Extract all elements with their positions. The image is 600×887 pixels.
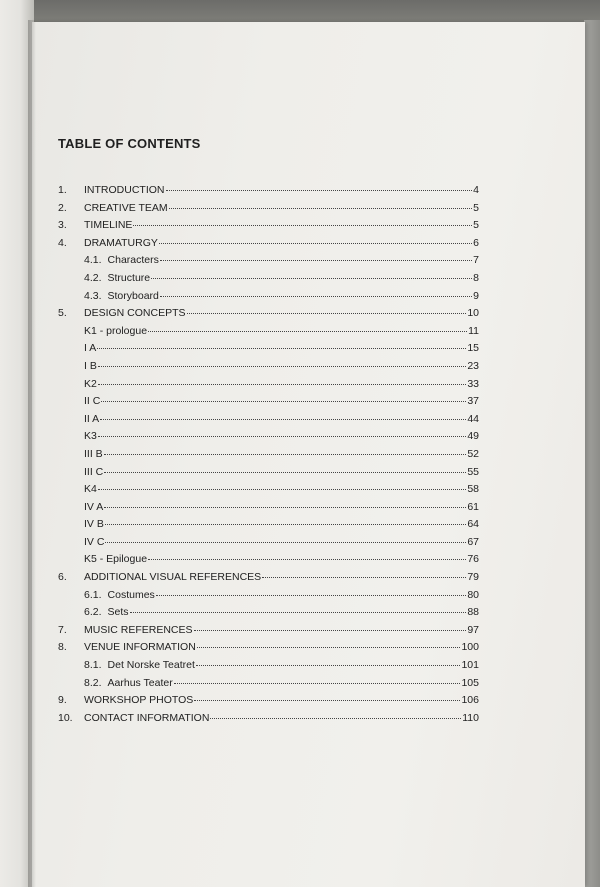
- toc-entry-page-number: 61: [467, 500, 479, 513]
- toc-entry-page-number: 79: [467, 571, 479, 584]
- toc-entry-page-number: 110: [462, 711, 479, 724]
- toc-entry-label: VENUE INFORMATION: [84, 641, 196, 654]
- toc-dot-leader: [174, 671, 461, 684]
- toc-entry-page-number: 23: [467, 359, 479, 372]
- toc-dot-leader: [194, 688, 460, 701]
- toc-entry-number: 3.: [58, 219, 67, 232]
- toc-dot-leader: [151, 266, 472, 279]
- toc-dot-leader: [166, 178, 473, 191]
- toc-entry-number: 10.: [58, 711, 73, 724]
- toc-entry-page-number: 11: [468, 324, 479, 337]
- toc-dot-leader: [100, 407, 466, 420]
- toc-entry-label: Structure: [107, 271, 151, 284]
- toc-subentry-number: 4.1.: [84, 254, 102, 267]
- toc-entry-label: Aarhus Teater: [107, 676, 173, 689]
- toc-dot-leader: [148, 547, 466, 560]
- toc-entry-label: I B: [84, 359, 97, 372]
- toc-entry-page-number: 58: [467, 483, 479, 496]
- toc-list: [58, 180, 479, 725]
- toc-entry-number: 2.: [58, 201, 67, 214]
- toc-entry-label: DRAMATURGY: [84, 236, 158, 249]
- toc-entry-page-number: 80: [467, 588, 479, 601]
- toc-entry-label: IV C: [84, 535, 105, 548]
- toc-subentry-number: 4.2.: [84, 271, 102, 284]
- page-gutter-shadow: [28, 20, 36, 887]
- toc-entry-label: I A: [84, 342, 97, 355]
- toc-dot-leader: [98, 354, 466, 367]
- toc-entry-label: III C: [84, 465, 104, 478]
- toc-subentry-number: 8.2.: [84, 676, 102, 689]
- toc-entry-number: 1.: [58, 184, 67, 196]
- toc-entry-number: 4.: [58, 236, 67, 249]
- toc-dot-leader: [104, 442, 467, 455]
- toc-dot-leader: [105, 530, 466, 543]
- toc-dot-leader: [262, 565, 466, 578]
- background-surface-right: [584, 20, 600, 887]
- toc-entry-label: CONTACT INFORMATION: [84, 711, 210, 724]
- toc-entry-page-number: 88: [467, 606, 479, 619]
- toc-entry-label: WORKSHOP PHOTOS: [84, 694, 194, 707]
- toc-entry-label: Costumes: [107, 588, 155, 601]
- toc-dot-leader: [194, 618, 467, 631]
- toc-entry-label: K1 - prologue: [84, 324, 148, 337]
- toc-entry-number: 7.: [58, 623, 67, 636]
- toc-entry-label: CREATIVE TEAM: [84, 201, 168, 214]
- toc-title: TABLE OF CONTENTS: [58, 136, 201, 151]
- toc-dot-leader: [197, 635, 461, 648]
- toc-subentry-number: 8.1.: [84, 659, 102, 672]
- toc-entry-page-number: 44: [467, 412, 479, 425]
- toc-entry-page-number: 8: [473, 271, 479, 284]
- toc-entry-page-number: 55: [467, 465, 479, 478]
- toc-dot-leader: [169, 196, 473, 209]
- toc-entry-number: 6.: [58, 571, 67, 584]
- toc-entry-label: Characters: [107, 254, 159, 267]
- toc-dot-leader: [148, 319, 467, 332]
- toc-entry-label: Storyboard: [107, 289, 159, 302]
- toc-entry-page-number: 106: [461, 694, 479, 707]
- toc-entry-label: MUSIC REFERENCES: [84, 623, 193, 636]
- toc-entry-label: II C: [84, 395, 101, 408]
- toc-dot-leader: [97, 336, 466, 349]
- toc-entry-label: IV A: [84, 500, 104, 513]
- toc-subentry-number: 4.3.: [84, 289, 102, 302]
- toc-entry-page-number: 67: [467, 535, 479, 548]
- toc-entry-page-number: 6: [473, 236, 479, 249]
- toc-dot-leader: [210, 706, 461, 719]
- toc-entry-page-number: 37: [467, 395, 479, 408]
- toc-entry-label: K5 - Epilogue: [84, 553, 148, 566]
- toc-entry-page-number: 64: [467, 518, 479, 531]
- toc-entry-number: 8.: [58, 641, 67, 654]
- toc-subentry-number: 6.1.: [84, 588, 102, 601]
- toc-entry[interactable]: [58, 708, 479, 726]
- toc-entry-label: III B: [84, 447, 103, 460]
- toc-entry-page-number: 4: [473, 184, 479, 196]
- toc-entry-page-number: 49: [467, 430, 479, 443]
- toc-entry-page-number: 105: [461, 676, 479, 689]
- toc-entry-label: K2: [84, 377, 97, 390]
- toc-entry-page-number: 97: [467, 623, 479, 636]
- toc-entry-page-number: 101: [461, 659, 479, 672]
- toc-dot-leader: [98, 477, 466, 490]
- toc-dot-leader: [101, 389, 466, 402]
- toc-entry-label: INTRODUCTION: [84, 184, 165, 196]
- toc-dot-leader: [105, 512, 466, 525]
- toc-subentry-number: 6.2.: [84, 606, 102, 619]
- toc-dot-leader: [133, 213, 472, 226]
- toc-dot-leader: [160, 248, 472, 261]
- toc-entry-page-number: 76: [467, 553, 479, 566]
- toc-entry-label: K3: [84, 430, 97, 443]
- toc-dot-leader: [98, 424, 466, 437]
- toc-entry-label: Det Norske Teatret: [107, 659, 195, 672]
- toc-entry-label: II A: [84, 412, 100, 425]
- toc-dot-leader: [187, 301, 467, 314]
- toc-dot-leader: [160, 284, 472, 297]
- toc-dot-leader: [196, 653, 461, 666]
- toc-dot-leader: [98, 372, 466, 385]
- toc-dot-leader: [104, 460, 466, 473]
- toc-entry-label: TIMELINE: [84, 219, 133, 232]
- toc-entry-page-number: 9: [473, 289, 479, 302]
- toc-entry-label: DESIGN CONCEPTS: [84, 307, 186, 320]
- toc-entry-label: IV B: [84, 518, 104, 531]
- toc-entry-page-number: 52: [467, 447, 479, 460]
- toc-entry-page-number: 100: [461, 641, 479, 654]
- toc-entry-page-number: 7: [473, 254, 479, 267]
- toc-entry-page-number: 15: [467, 342, 479, 355]
- toc-dot-leader: [130, 600, 467, 613]
- toc-dot-leader: [104, 495, 466, 508]
- toc-entry-page-number: 5: [473, 201, 479, 214]
- toc-entry-page-number: 10: [467, 307, 479, 320]
- toc-entry-label: K4: [84, 483, 97, 496]
- toc-entry-label: ADDITIONAL VISUAL REFERENCES: [84, 571, 262, 584]
- toc-entry-page-number: 5: [473, 219, 479, 232]
- toc-entry-number: 5.: [58, 307, 67, 320]
- toc-entry-number: 9.: [58, 694, 67, 707]
- toc-entry-label: Sets: [107, 606, 129, 619]
- toc-dot-leader: [159, 231, 472, 244]
- toc-dot-leader: [156, 583, 467, 596]
- toc-entry-page-number: 33: [467, 377, 479, 390]
